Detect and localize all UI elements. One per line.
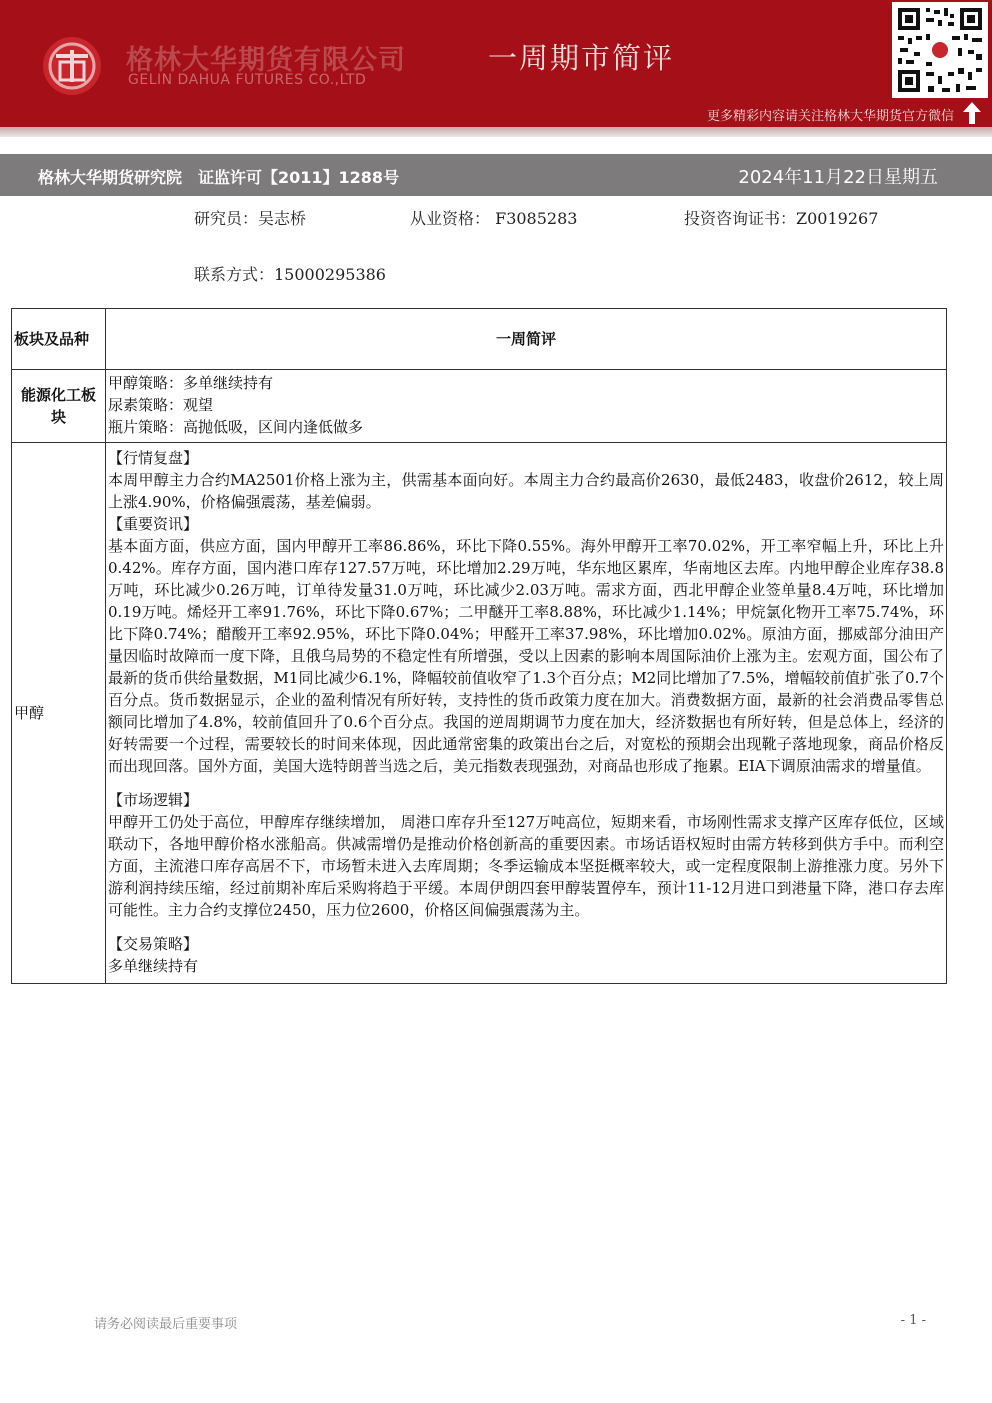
product-row bbox=[12, 443, 947, 984]
arrow-up-icon bbox=[962, 101, 982, 125]
researcher-name: 研究员：吴志桥 bbox=[194, 209, 307, 228]
sector-strategies bbox=[106, 370, 947, 443]
company-name-cn: 格林大华期货有限公司 bbox=[126, 45, 406, 76]
sector-row bbox=[12, 370, 947, 443]
contact-info: 联系方式：15000295386 bbox=[194, 265, 386, 284]
strategy-urea: 尿素策略：观望 bbox=[108, 396, 214, 414]
section-title: 【行情复盘】 bbox=[108, 449, 199, 467]
page-number: - 1 - bbox=[900, 1313, 926, 1328]
product-name: 甲醇 bbox=[12, 443, 106, 984]
strategy-methanol: 甲醇策略：多单继续持有 bbox=[108, 374, 274, 392]
institute-license: 格林大华期货研究院 证监许可【2011】1288号 bbox=[38, 168, 400, 187]
sector-name: 能源化工板块 bbox=[12, 370, 106, 443]
section-title: 【市场逻辑】 bbox=[108, 791, 199, 809]
disclaimer-note: 请务必阅读最后重要事项 bbox=[94, 1317, 238, 1332]
wechat-follow-note: 更多精彩内容请关注格林大华期货官方微信 bbox=[706, 109, 954, 124]
strategy-bottle-chip: 瓶片策略：高抛低吸，区间内逢低做多 bbox=[108, 418, 364, 436]
section-title: 【重要资讯】 bbox=[108, 515, 199, 533]
header-divider bbox=[0, 127, 992, 137]
report-title: 一周期市简评 bbox=[488, 41, 675, 75]
header-review: 一周简评 bbox=[106, 309, 947, 370]
company-name-en: GELIN DAHUA FUTURES CO.,LTD bbox=[128, 72, 367, 88]
company-logo-icon bbox=[38, 36, 106, 96]
section-text: 本周甲醇主力合约MA2501价格上涨为主，供需基本面向好。本周主力合约最高价2630，最低2483，收盘价2612，较上周上涨4.90%，价格偏强震荡，基差偏弱。 bbox=[108, 471, 944, 511]
section-text: 甲醇开工仍处于高位，甲醇库存继续增加， 周港口库存升至127万吨高位，短期来看，市场刚性需求支撑产区库存低位，区域联动下，各地甲醇价格水涨船高。供减需增仍是推动价格创新高的重要因素。市场话语权短时由需方转移到供方手中。而利空方面，主流港口库存高居不下，市场暂未进入去库周期；冬季运输成本坚挺概率较大，或一定程度限制上游推涨力度。另外下游利润持续压缩，经过前期补库后采购将趋于平缓。本周伊朗四套甲醇装置停车，预计11-12月进口到港量下降，港口存去库可能性。主力合约支撑位2450，压力位2600，价格区间偏强震荡为主。 bbox=[108, 813, 944, 919]
section-text: 基本面方面，供应方面，国内甲醇开工率86.86%，环比下降0.55%。海外甲醇开工率70.02%，开工率窄幅上升，环比上升0.42%。库存方面，国内港口库存127.57万吨，环比增加2.29万吨，华东地区累库，华南地区去库。内地甲醇企业库存38.8万吨，环比减少0.26万吨，订单待发量31.0万吨，环比减少2.03万吨。需求方面，西北甲醇企业签单量8.4万吨，环比增加0.19万吨。烯烃开工率91.76%，环比下降0.67%；二甲醚开工率8.88%，环比减少1.14%；甲烷氯化物开工率75.74%，环比下降0.74%；醋酸开工率92.95%，环比下降0.04%；甲醛开工率37.98%，环比增加0.02%。原油方面，挪威部分油田产量因临时故障而一度下降，且俄乌局势的不稳定性有所增强，受以上因素的影响本周国际油价上涨为主。宏观方面，国公布了最新的货币供给量数据，M1同比减少6.1%，降幅较前值收窄了1.3个百分点；M2同比增加了7.5%，增幅较前值扩张了0.7个百分点。货币数据显示，企业的盈利情况有所好转，支持性的货币政策力度在加大。消费数据方面，最新的社会消费品零售总额同比增加了4.8%，较前值回升了0.6个百分点。我国的逆周期调节力度在加大，经济数据也有所好转，但是总体上，经济的好转需要一个过程，需要较长的时间来体现，因此通常密集的政策出台之后，对宽松的预期会出现靴子落地现象，商品价格反而出现回落。国外方面，美国大选特朗普当选之后，美元指数表现强劲，对商品也形成了拖累。EIA下调原油需求的增量值。 bbox=[108, 537, 944, 775]
consulting-certificate: 投资咨询证书：Z0019267 bbox=[684, 209, 879, 228]
qualification-id: 从业资格： F3085283 bbox=[410, 209, 578, 228]
report-date: 2024年11月22日星期五 bbox=[738, 167, 938, 188]
wechat-qr-code-icon[interactable] bbox=[892, 2, 988, 98]
product-review bbox=[106, 443, 947, 984]
section-title: 【交易策略】 bbox=[108, 935, 199, 953]
table-header-row bbox=[12, 309, 947, 370]
header-sector: 板块及品种 bbox=[12, 309, 106, 370]
section-text: 多单继续持有 bbox=[108, 957, 199, 975]
weekly-review-table bbox=[11, 308, 947, 984]
